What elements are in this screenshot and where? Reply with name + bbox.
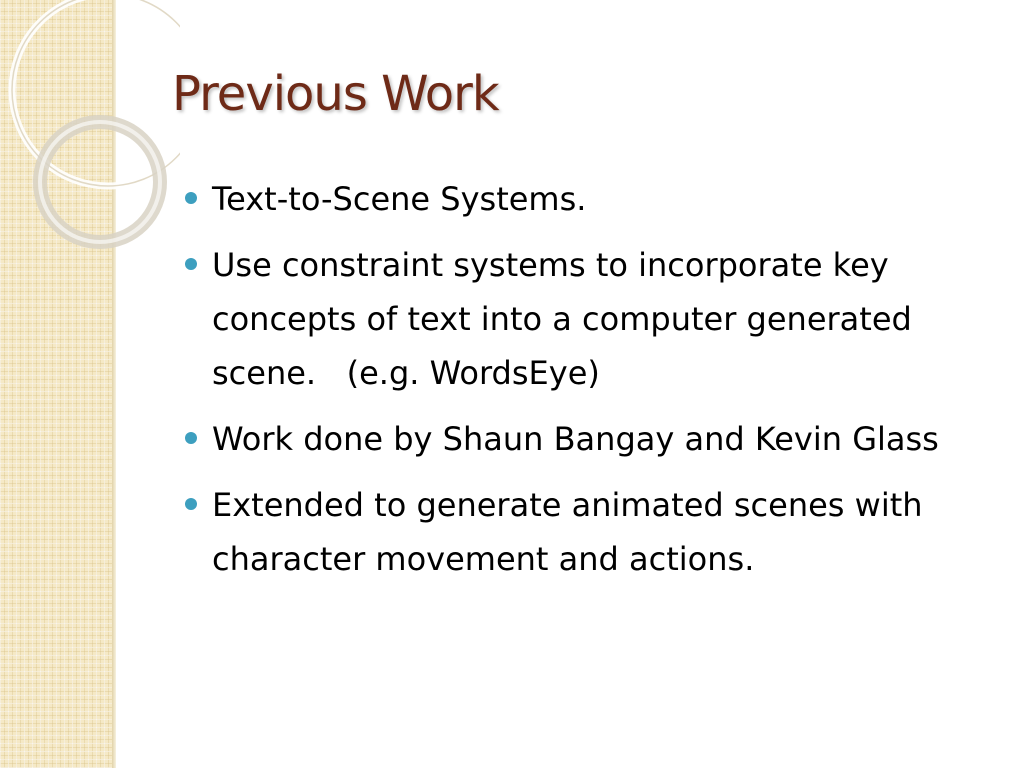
bullet-point-icon <box>185 258 197 270</box>
bullet-text: Text-to-Scene Systems. <box>212 180 587 218</box>
decorative-side-strip <box>0 0 112 768</box>
bullet-item <box>185 412 955 466</box>
bullet-item <box>185 172 955 226</box>
decorative-strip-edge <box>112 0 116 768</box>
bullet-point-icon <box>185 192 197 204</box>
bullet-text: Use constraint systems to incorporate key concepts of text into a computer generated scene. (e.g. WordsEye) <box>212 246 922 392</box>
bullet-point-icon <box>185 498 197 510</box>
bullet-text: Extended to generate animated scenes with character movement and actions. <box>212 486 933 578</box>
bullet-point-icon <box>185 432 197 444</box>
bullet-text: Work done by Shaun Bangay and Kevin Glass <box>212 420 939 458</box>
slide-title: Previous Work <box>172 66 499 122</box>
bullet-item <box>185 478 955 586</box>
bullet-list <box>185 172 955 598</box>
bullet-item <box>185 238 955 400</box>
